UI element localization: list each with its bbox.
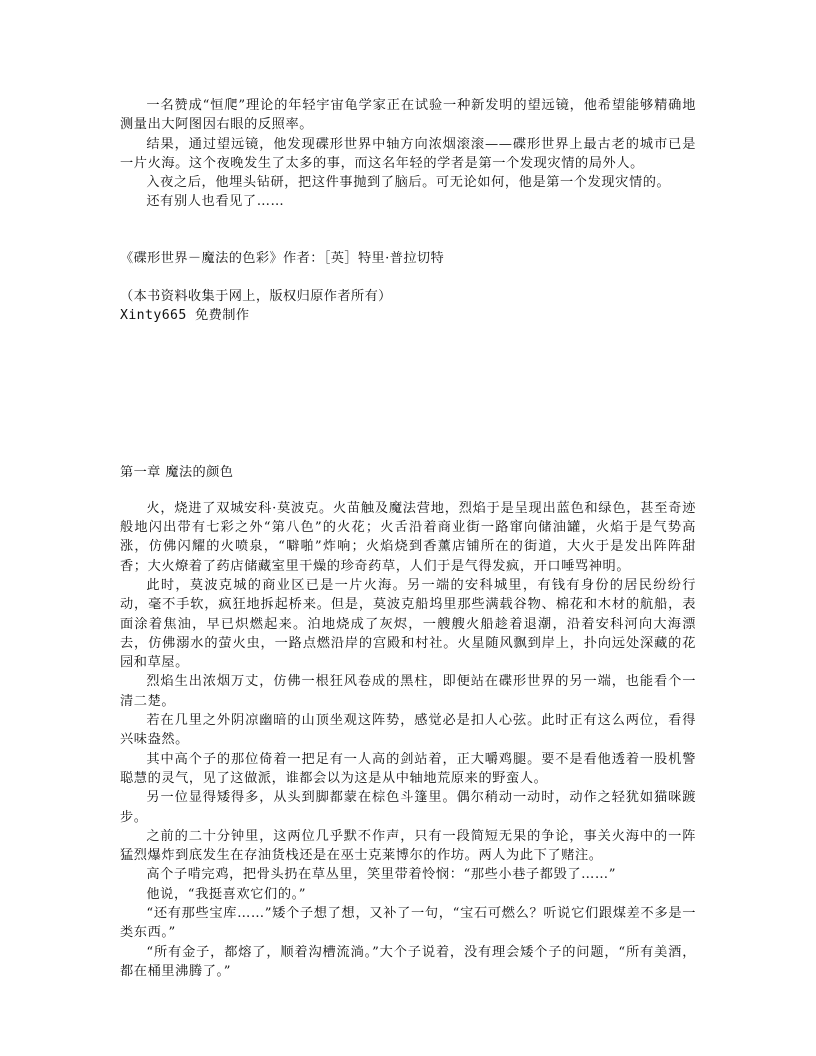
chapter-paragraph: 火，烧进了双城安科·莫波克。火苗触及魔法营地，烈焰于是呈现出蓝色和绿色，甚至奇迹般地闪出带有七彩之外“第八色”的火花；火舌沿着商业街一路窜向储油罐，火焰于是气势高涨，仿佛闪耀的火喷泉，“噼啪”炸响；火焰烧到香薰店铺所在的街道，大火于是发出阵阵甜香；大火燎着了药店储藏室里干燥的珍奇药草，人们于是气得发疯，开口唾骂神明。: [120, 500, 696, 574]
source-note: （本书资料收集于网上，版权归原作者所有）: [120, 288, 392, 304]
chapter-body: [120, 499, 696, 981]
intro-paragraph: 还有别人也看见了……: [146, 194, 285, 210]
intro-section: [120, 96, 696, 212]
intro-paragraph: 一名赞成“恒爬”理论的年轻宇宙龟学家正在试验一种新发明的望远镜，他希望能够精确地测量出大阿图因右眼的反照率。: [120, 98, 696, 133]
chapter-paragraph: 烈焰生出浓烟万丈，仿佛一根狂风卷成的黑柱，即便站在碟形世界的另一端，也能看个一清二楚。: [120, 674, 696, 709]
chapter-paragraph: 另一位显得矮得多，从头到脚都蒙在棕色斗篷里。偶尔稍动一动时，动作之轻犹如猫咪踱步。: [120, 790, 696, 825]
chapter-paragraph: “还有那些宝库……”矮个子想了想，又补了一句，“宝石可燃么？听说它们跟煤差不多是一类东西。”: [120, 906, 696, 941]
chapter-paragraph: 高个子啃完鸡，把骨头扔在草丛里，笑里带着怜悯：“那些小巷子都毁了……”: [146, 867, 617, 883]
book-title-line: 《碟形世界－魔法的色彩》作者：［英］特里·普拉切特: [120, 250, 445, 266]
chapter-paragraph: “所有金子，都熔了，顺着沟槽流淌。”大个子说着，没有理会矮个子的问题，“所有美酒，都在桶里沸腾了。”: [120, 944, 696, 979]
credit-line: Xinty665 免费制作: [120, 307, 250, 323]
chapter-paragraph: 其中高个子的那位倚着一把足有一人高的剑站着，正大嚼鸡腿。要不是看他透着一股机警聪慧的灵气，见了这做派，谁都会以为这是从中轴地荒原来的野蛮人。: [120, 751, 696, 786]
intro-paragraph: 入夜之后，他埋头钻研，把这件事抛到了脑后。可无论如何，他是第一个发现灾情的。: [146, 175, 671, 191]
chapter-title: 第一章 魔法的颜色: [120, 464, 234, 480]
chapter-paragraph: 之前的二十分钟里，这两位几乎默不作声，只有一段简短无果的争论，事关火海中的一阵猛烈爆炸到底发生在存油货栈还是在巫士克莱博尔的作坊。两人为此下了赌注。: [120, 828, 696, 864]
chapter-paragraph: 他说，“我挺喜欢它们的。”: [146, 886, 307, 902]
intro-paragraph: 结果，通过望远镜，他发现碟形世界中轴方向浓烟滚滚——碟形世界上最古老的城市已是一片火海。这个夜晚发生了太多的事，而这名年轻的学者是第一个发现灾情的局外人。: [120, 136, 696, 171]
document-page: [120, 96, 696, 981]
chapter-paragraph: 若在几里之外阴凉幽暗的山顶坐观这阵势，感觉必是扣人心弦。此时正有这么两位，看得兴味盎然。: [120, 713, 696, 748]
chapter-paragraph: 此时，莫波克城的商业区已是一片火海。另一端的安科城里，有钱有身份的居民纷纷行动，毫不手软，疯狂地拆起桥来。但是，莫波克船坞里那些满载谷物、棉花和木材的航船，表面涂着焦油，早已炽燃起来。泊地烧成了灰烬，一艘艘火船趁着退潮，沿着安科河向大海漂去，仿佛溺水的萤火虫，一路点燃沿岸的宫殿和村社。火星随风飘到岸上，扑向远处深藏的花园和草屋。: [120, 577, 696, 671]
